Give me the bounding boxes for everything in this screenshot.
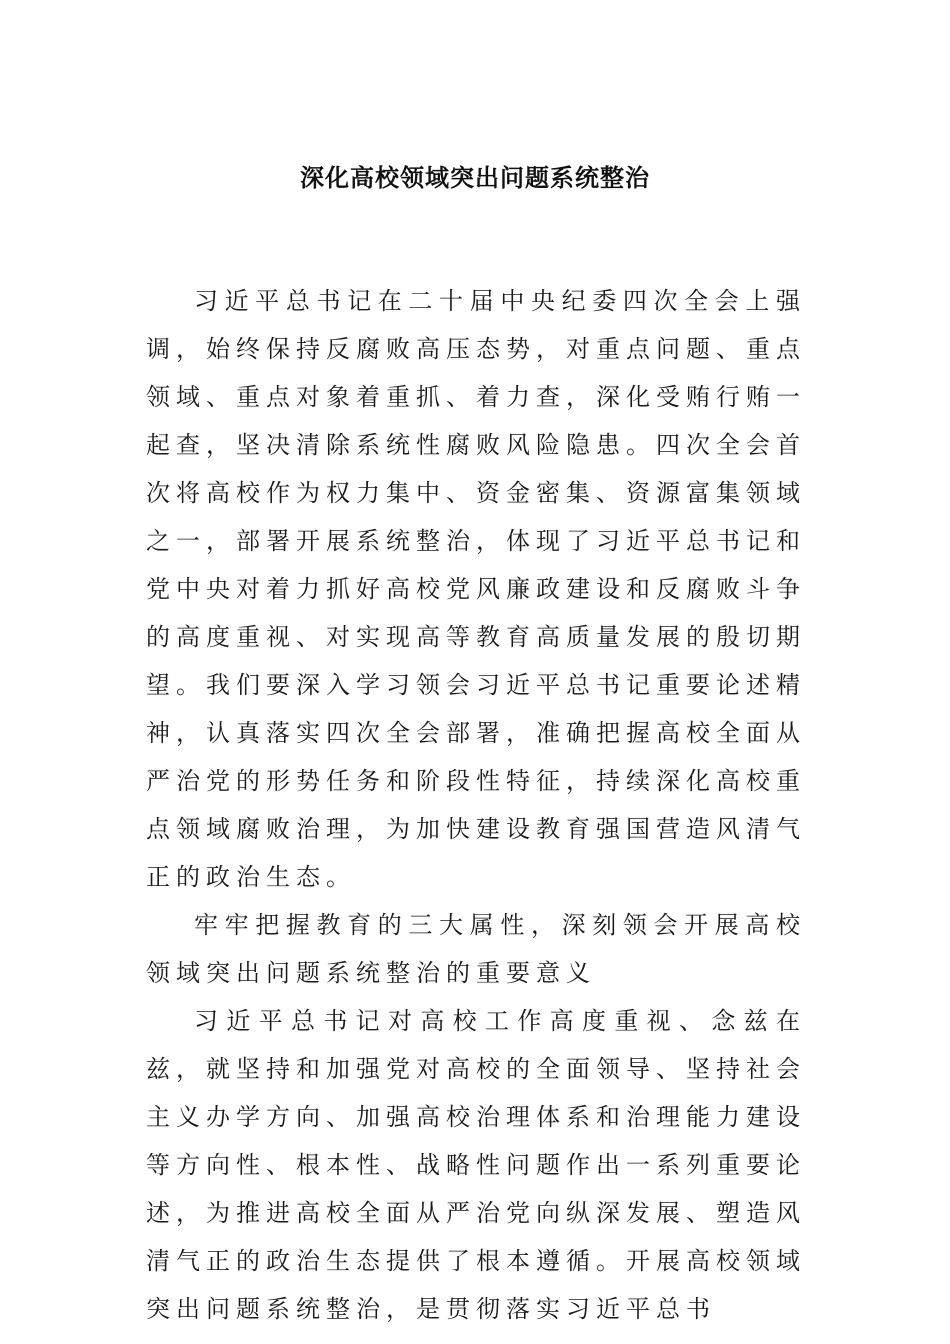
- document-title: 深化高校领域突出问题系统整治: [300, 163, 650, 192]
- document-body: [146, 277, 806, 1333]
- paragraph-section-heading: 牢牢把握教育的三大属性，深刻领会开展高校领域突出问题系统整治的重要意义: [146, 911, 806, 987]
- paragraph-intro: 习近平总书记在二十届中央纪委四次全会上强调，始终保持反腐败高压态势，对重点问题、重点领域、重点对象着重抓、着力查，深化受贿行贿一起查，坚决清除系统性腐败风险隐患。四次全会首次将高校作为权力集中、资金密集、资源富集领域之一，部署开展系统整治，体现了习近平总书记和党中央对着力抓好高校党风廉政建设和反腐败斗争的高度重视、对实现高等教育高质量发展的殷切期望。我们要深入学习领会习近平总书记重要论述精神，认真落实四次全会部署，准确把握高校全面从严治党的形势任务和阶段性特征，持续深化高校重点领域腐败治理，为加快建设教育强国营造风清气正的政治生态。: [146, 287, 806, 891]
- paragraph-body: 习近平总书记对高校工作高度重视、念兹在兹，就坚持和加强党对高校的全面领导、坚持社会主义办学方向、加强高校治理体系和治理能力建设等方向性、根本性、战略性问题作出一系列重要论述，为推进高校全面从严治党向纵深发展、塑造风清气正的政治生态提供了根本遵循。开展高校领域突出问题系统整治，是贯彻落实习近平总书: [146, 1007, 806, 1323]
